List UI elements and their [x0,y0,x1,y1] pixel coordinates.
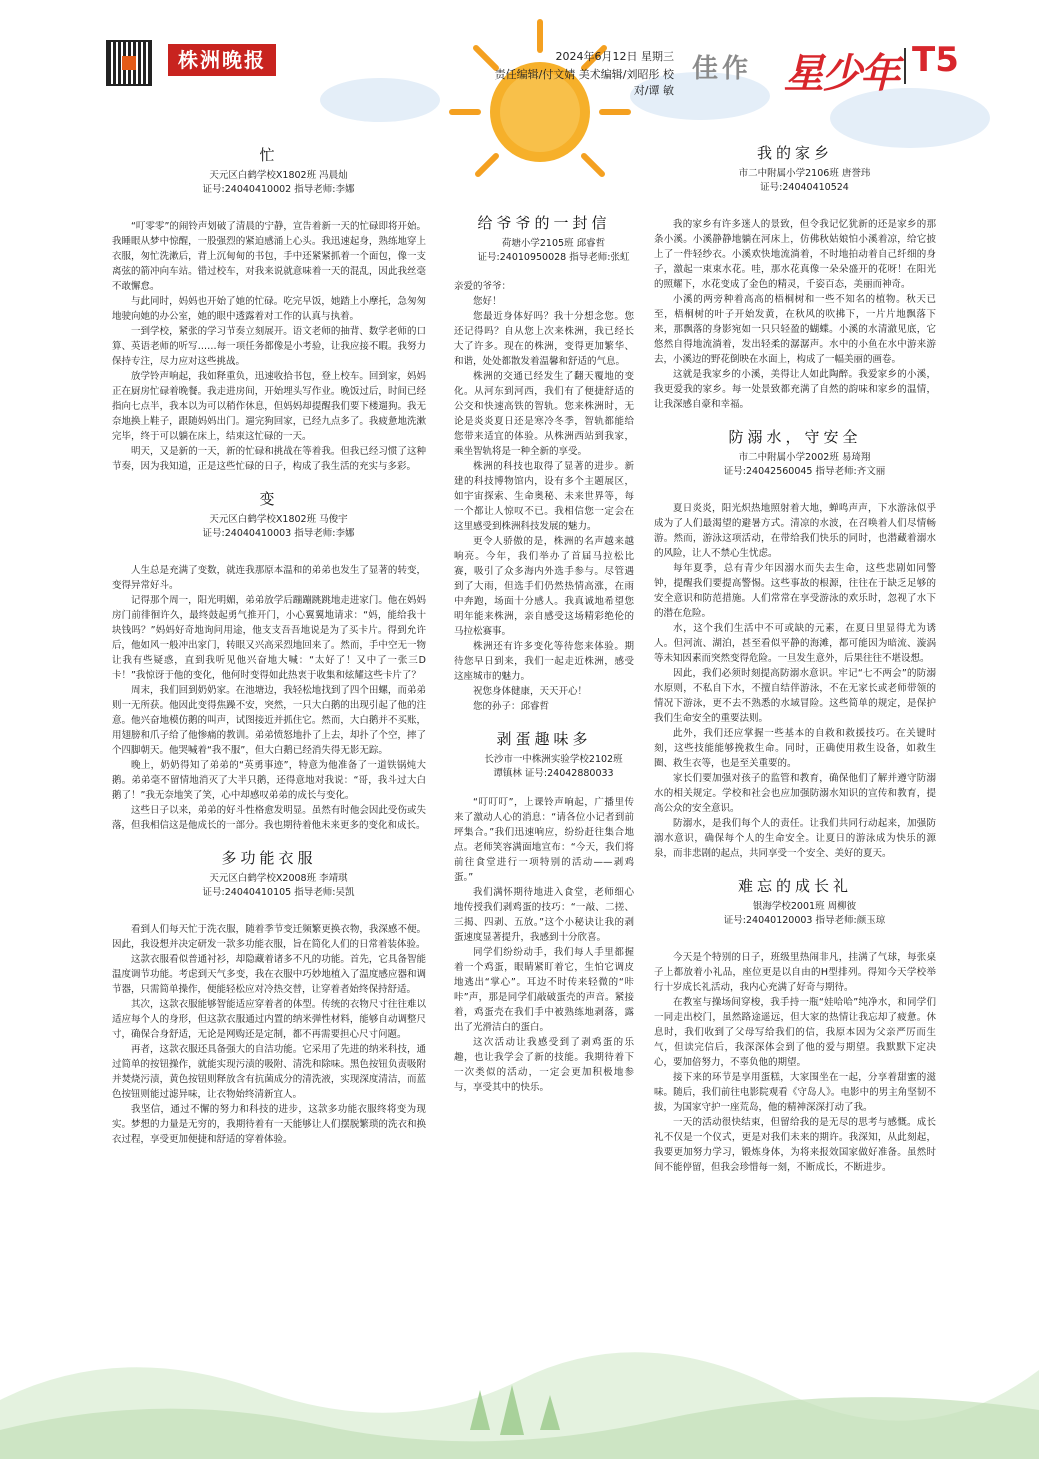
paragraph: 水，这个我们生活中不可或缺的元素，在夏日里显得尤为诱人。但河流、湖泊，甚至看似平静的海滩，都可能因为暗流、漩涡等未知因素而突然变得危险。一旦发生意外，后果往往不堪设想。 [654,623,936,664]
editor-credits: 责任编辑/付文婧 美术编辑/刘昭彤 校对/谭 敏 [494,68,674,97]
paragraph: 记得那个周一，阳光明媚，弟弟放学后蹦蹦跳跳地走进家门。他在妈妈房门前徘徊许久，最终鼓起勇气推开门，小心翼翼地请求：“妈，能给我十块钱吗？”妈妈好奇地询问用途，他支支吾吾地说是为了买卡片。得到允许后，他如风一般冲出家门，转眼又兴高采烈地回来了。然而，手中空无一物让我有些疑惑，直到我听见他兴奋地大喊：“太好了！又中了一张三D卡！”我惊讶于他的变化，他何时变得如此热衷于收集和炫耀这些卡片了？ [112,595,426,681]
author-line: 市二中附属小学2106班 唐誉玮 [738,168,871,179]
paragraph: 家长们要加强对孩子的监管和教育，确保他们了解并遵守防溺水的相关规定。学校和社会也应加强防溺水知识的宣传和教育，提高公众的安全意识。 [654,773,936,814]
paragraph: 每年夏季，总有青少年因溺水而失去生命，这些悲剧如同警钟，提醒我们要提高警惕。这些事故的根源，往往在于缺乏足够的安全意识和防范措施。人们常常在享受游泳的欢乐时，忽视了水下的潜在危险。 [654,563,936,619]
column-right [654,142,936,1189]
paragraph: 明天，又是新的一天，新的忙碌和挑战在等着我。但我已经习惯了这种节奏，因为我知道，正是这些忙碌的日子，构成了我生活的充实与多彩。 [112,446,426,472]
paragraph: 因此，我们必须时刻提高防溺水意识。牢记“七不两会”的防溺水原则，不私自下水，不擅自结伴游泳，不在无家长或老师带领的情况下游泳，更不去不熟悉的水域冒险。这些简单的规定，是保护我们生命安全的重要法则。 [654,668,936,724]
cert-line: 证号:24040410105 指导老师:吴凯 [202,887,355,898]
article-title: 忙 [259,146,279,164]
paragraph: 一天的活动很快结束，但留给我的是无尽的思考与感慨。成长礼不仅是一个仪式，更是对我们未来的期许。我深知，从此刻起，我要更加努力学习，锻炼身体，为将来报效国家做好准备。虽然时间不能停留，但我会珍惜每一刻，不断成长，不断进步。 [654,1117,936,1173]
article-my-hometown [654,142,936,412]
paragraph: 您好！ [473,296,502,307]
hills-illustration [0,1280,1039,1459]
paragraph: 其次，这款衣服能够智能适应穿着者的体型。传统的衣物尺寸往往难以适应每个人的身形，但这款衣服通过内置的纳米弹性材料，能够自动调整尺寸，确保合身舒适，无论是网购还是定制，都不再需要担心尺寸问题。 [112,999,426,1040]
paragraph: 小溪的两旁种着高高的梧桐树和一些不知名的植物。秋天已至，梧桐树的叶子开始发黄，在秋风的吹拂下，一片片地飘落下来，那飘落的身影宛如一只只轻盈的蝴蝶。小溪的水清澈见底，它悠然自得地流淌着，发出轻柔的潺潺声。水中的小鱼在水中游来游去，小溪边的野花倒映在水面上，构成了一幅美丽的画卷。 [654,294,936,365]
author-line: 市二中附属小学2002班 易琦翔 [738,452,871,463]
cert-line: 证号:24040120003 指导老师:颜玉琼 [723,915,886,926]
article-title: 难忘的成长礼 [737,877,852,895]
article-title: 我的家乡 [756,144,833,162]
paragraph: 放学铃声响起，我如释重负，迅速收拾书包，登上校车。回到家，妈妈正在厨房忙碌着晚餐。我走进房间，开始埋头写作业。晚饭过后，时间已经指向七点半，我本以为可以稍作休息，但妈妈却提醒我们要下楼遛狗。我无奈地换上鞋子，跟随妈妈出门。遛完狗回家，已经九点多了。我疲惫地洗漱完毕，终于可以躺在床上，结束这忙碌的一天。 [112,371,426,442]
paragraph: “叮零零”的闹铃声划破了清晨的宁静，宣告着新一天的忙碌即将开始。我睡眼从梦中惊醒，一股强烈的紧迫感涌上心头。我迅速起身，熟练地穿上衣服，匆忙洗漱后，背上沉甸甸的书包，手中还紧紧抓着一个面包，像一支离弦的箭冲向车站。错过校车，对我来说就意味着一天的混乱，因此我丝毫不敢懈怠。 [112,221,426,292]
author-line: 天元区白鹤学校X1802班 马俊宇 [209,514,348,525]
section-title: 佳作 [692,54,753,84]
author-line: 荷塘小学2105班 邱睿哲 [501,238,606,249]
salutation: 亲爱的爷爷： [454,281,512,292]
paragraph: 这款衣服看似普通衬衫，却隐藏着诸多不凡的功能。首先，它具备智能温度调节功能。考虑到天气多变，我在衣服中巧妙地植入了温度感应器和调节器，只需简单操作，便能轻松应对冷热交替，让穿着者始终保持舒适。 [112,954,426,995]
paragraph: 这就是我家乡的小溪，美得让人如此陶醉。我爱家乡的小溪，我更爱我的家乡。每一处景致都充满了自然的韵味和家乡的温情，让我深感自豪和幸福。 [654,369,936,410]
paragraph: 与此同时，妈妈也开始了她的忙碌。吃完早饭，她踏上小摩托，急匆匆地驶向她的办公室，她的眼中透露着对工作的认真与执着。 [112,296,426,322]
article-egg-peeling [454,728,634,1095]
paragraph: 看到人们每天忙于洗衣服，随着季节变迁频繁更换衣物，我深感不便。因此，我设想并决定研发一款多功能衣服，旨在简化人们的日常着装体验。 [112,924,426,950]
paragraph: 周末，我们回到奶奶家。在池塘边，我轻松地找到了四个田螺，而弟弟则一无所获。他因此变得焦躁不安，突然，一只大白鹅的出现引起了他的注意。他兴奋地模仿鹅的叫声，试图接近并抓住它。然而，大白鹅并不买账，用翅膀和爪子给了他惨痛的教训。弟弟愤怒地扑了上去，却扑了个空，摔了个四脚朝天。他哭喊着“我不服”，但大白鹅已经消失得无影无踪。 [112,685,426,756]
paragraph: 人生总是充满了变数，就连我那原本温和的弟弟也发生了显著的转变，变得异常好斗。 [112,565,426,591]
paragraph: 同学们纷纷动手，我们每人手里都握着一个鸡蛋，眼睛紧盯着它，生怕它调皮地逃出“掌心”。耳边不时传来轻微的“咔咔”声，那是同学们敲破蛋壳的声音。紧接着，鸡蛋壳在我们手中被熟练地剥落，露出了光滑洁白的蛋白。 [454,947,634,1033]
paragraph: 您最近身体好吗？我十分想念您。您还记得吗？自从您上次来株洲，我已经长大了许多。现在的株洲，变得更加繁华、和谐，处处都散发着温馨和舒适的气息。 [454,311,634,367]
article-change [112,488,426,833]
paragraph: 我坚信，通过不懈的努力和科技的进步，这款多功能衣服终将变为现实。梦想的力量是无穷的，我期待着有一天能够让人们摆脱繁琐的洗衣和换衣过程，享受更加便捷和舒适的穿着体验。 [112,1104,426,1145]
paragraph: 更令人骄傲的是，株洲的名声越来越响亮。今年，我们举办了首届马拉松比赛，吸引了众多海内外选手参与。尽管遇到了大雨，但选手们仍然热情高涨，在雨中奔跑，场面十分感人。我真诚地希望您明年能来株洲，亲自感受这场精彩绝伦的马拉松赛事。 [454,536,634,637]
page-number: T5 [912,40,959,80]
paragraph: 这次活动让我感受到了剥鸡蛋的乐趣，也让我学会了新的技能。我期待着下一次类似的活动，一定会更加积极地参与，享受其中的快乐。 [454,1037,634,1093]
cert-line: 证号:24040410524 [760,182,849,193]
cert-line: 证号:24010950028 指导老师:张虹 [477,252,630,263]
cert-line: 证号:24040410003 指导老师:李娜 [202,528,355,539]
paragraph: 株洲的交通已经发生了翻天覆地的变化。从河东到河西，我们有了便捷舒适的公交和快速高铁的智轨。您来株洲时，无论是炎炎夏日还是寒冷冬季，智轨都能给您带来适宜的体验。从株洲西站到我家，乘坐智轨将是一种全新的享受。 [454,371,634,457]
paragraph: 今天是个特别的日子，班级里热闹非凡，挂满了气球，每张桌子上都放着小礼品，座位更是以自由的H型排列。得知今天学校举行十岁成长礼活动，我内心充满了好奇与期待。 [654,952,936,993]
author-line: 银海学校2001班 周柳彼 [752,901,857,912]
newspaper-logo: 株洲晚报 [168,44,276,76]
paragraph: 我们满怀期待地进入食堂，老师细心地传授我们剥鸡蛋的技巧：“一敲、二搓、三揭、四剥、五放。”这个小秘诀让我的剥蛋速度显著提升，我感到十分欣喜。 [454,887,634,943]
author-line: 天元区白鹤学校X2008班 李靖琪 [209,873,348,884]
article-drowning-prevention [654,426,936,861]
article-busy [112,144,426,474]
article-title: 变 [259,490,279,508]
issue-date: 2024年6月12日 星期三 [555,50,674,63]
cert-line: 证号:24040410002 指导老师:李娜 [202,184,355,195]
signature: 您的孙子：邱睿哲 [473,701,550,712]
article-letter-to-grandpa [454,212,634,714]
paragraph: 株洲的科技也取得了显著的进步。新建的科技博物馆内，设有多个主题展区，如宇宙探索、生命奥秘、未来世界等，每一个都让人惊叹不已。我相信您一定会在这里感受到株洲科技发展的魅力。 [454,461,634,532]
article-multifunction-clothes [112,847,426,1147]
paragraph: 这些日子以来，弟弟的好斗性格愈发明显。虽然有时他会因此受伤或失落，但我相信这是他成长的一部分。我也期待着他未来更多的变化和成长。 [112,805,426,831]
article-title: 给爷爷的一封信 [477,214,611,232]
article-title: 剥蛋趣味多 [496,730,592,748]
brand-logo: 星少年 [784,51,898,97]
paragraph: 祝您身体健康，天天开心！ [473,686,588,697]
paragraph: 此外，我们还应掌握一些基本的自救和救援技巧。在关键时刻，这些技能能够挽救生命。同时，正确使用救生设备，如救生圈、救生衣等，也是至关重要的。 [654,728,936,769]
article-coming-of-age [654,875,936,1175]
paragraph: “叮叮叮”，上课铃声响起，广播里传来了激动人心的消息：“请各位小记者到前坪集合。”我们迅速响应，纷纷赶往集合地点。老师笑容满面地宣布：“今天，我们将前往食堂进行一项特别的活动——剥鸡蛋。” [454,797,634,883]
paragraph: 防溺水，是我们每个人的责任。让我们共同行动起来，加强防溺水意识，确保每个人的生命安全。让夏日的游泳成为快乐的源泉，而非悲剧的起点，共同享受一个安全、美好的夏天。 [654,818,936,859]
article-title: 防溺水，守安全 [728,428,862,446]
page-separator [904,48,906,84]
author-line: 天元区白鹤学校X1802班 冯晨灿 [209,170,348,181]
cert-line: 谭镇林 证号:24042880033 [493,768,614,779]
paragraph: 夏日炎炎，阳光炽热地照射着大地，蝉鸣声声，下水游泳似乎成为了人们最渴望的避暑方式。清凉的水波，在召唤着人们尽情畅游。然而，游泳这项活动，在带给我们快乐的同时，也潜藏着溺水的风险，让人不禁心生忧虑。 [654,503,936,559]
cert-line: 证号:24042560045 指导老师:齐文丽 [723,466,886,477]
paragraph: 接下来的环节是享用蛋糕，大家围坐在一起，分享着甜蜜的滋味。随后，我们前往电影院观看《守岛人》。电影中的男主角坚韧不拔，为国家守护一座荒岛，他的精神深深打动了我。 [654,1072,936,1113]
column-left [112,144,426,1161]
paragraph: 在教室与操场间穿梭，我手持一瓶“娃哈哈”纯净水，和同学们一同走出校门，虽然路途遥远，但大家的热情让我忘却了疲惫。休息时，我们收到了父母写给我们的信，我原本因为父亲严厉而生气，但读完信后，我深深体会到了他的爱与期望。我默默下定决心，要加倍努力，不辜负他的期望。 [654,997,936,1068]
paragraph: 一到学校，紧张的学习节奏立刻展开。语文老师的抽背、数学老师的口算、英语老师的听写……每一项任务都像是小考验，让我应接不暇。我努力保持专注，尽力应对这些挑战。 [112,326,426,367]
paragraph: 株洲还有许多变化等待您来体验。期待您早日到来，我们一起走近株洲，感受这座城市的魅力。 [454,641,634,682]
paragraph: 晚上，奶奶得知了弟弟的“英勇事迹”，特意为他准备了一道铁锅炖大鹅。弟弟毫不留情地消灭了大半只鹅，还得意地对我说：“哥，我斗过大白鹅了！”我无奈地笑了笑，心中却感叹弟弟的成长与变化。 [112,760,426,801]
paragraph: 再者，这款衣服还具备强大的自洁功能。它采用了先进的纳米科技，通过简单的按钮操作，就能实现污渍的吸附、清洗和除味。黑色按钮负责吸附并焚烧污渍，黄色按钮则释放含有抗菌成分的清洗液，实现深度清洁，而蓝色按钮则能过滤异味，让衣物始终清新宜人。 [112,1044,426,1100]
column-middle [454,212,634,1109]
author-line: 长沙市一中株洲实验学校2102班 [484,754,623,765]
qr-code [106,40,152,86]
paragraph: 我的家乡有许多迷人的景致，但令我记忆犹新的还是家乡的那条小溪。小溪静静地躺在河床上，仿佛秋姑娘怕小溪着凉，给它披上了一件轻纱衣。小溪欢快地流淌着，不时地拍动着自己纤细的身子，激起一束束水花。哇，那水花真像一朵朵盛开的花呀！在阳光的照耀下，水花变成了金色的精灵，千姿百态，美丽而神奇。 [654,219,936,290]
article-title: 多功能衣服 [221,849,317,867]
